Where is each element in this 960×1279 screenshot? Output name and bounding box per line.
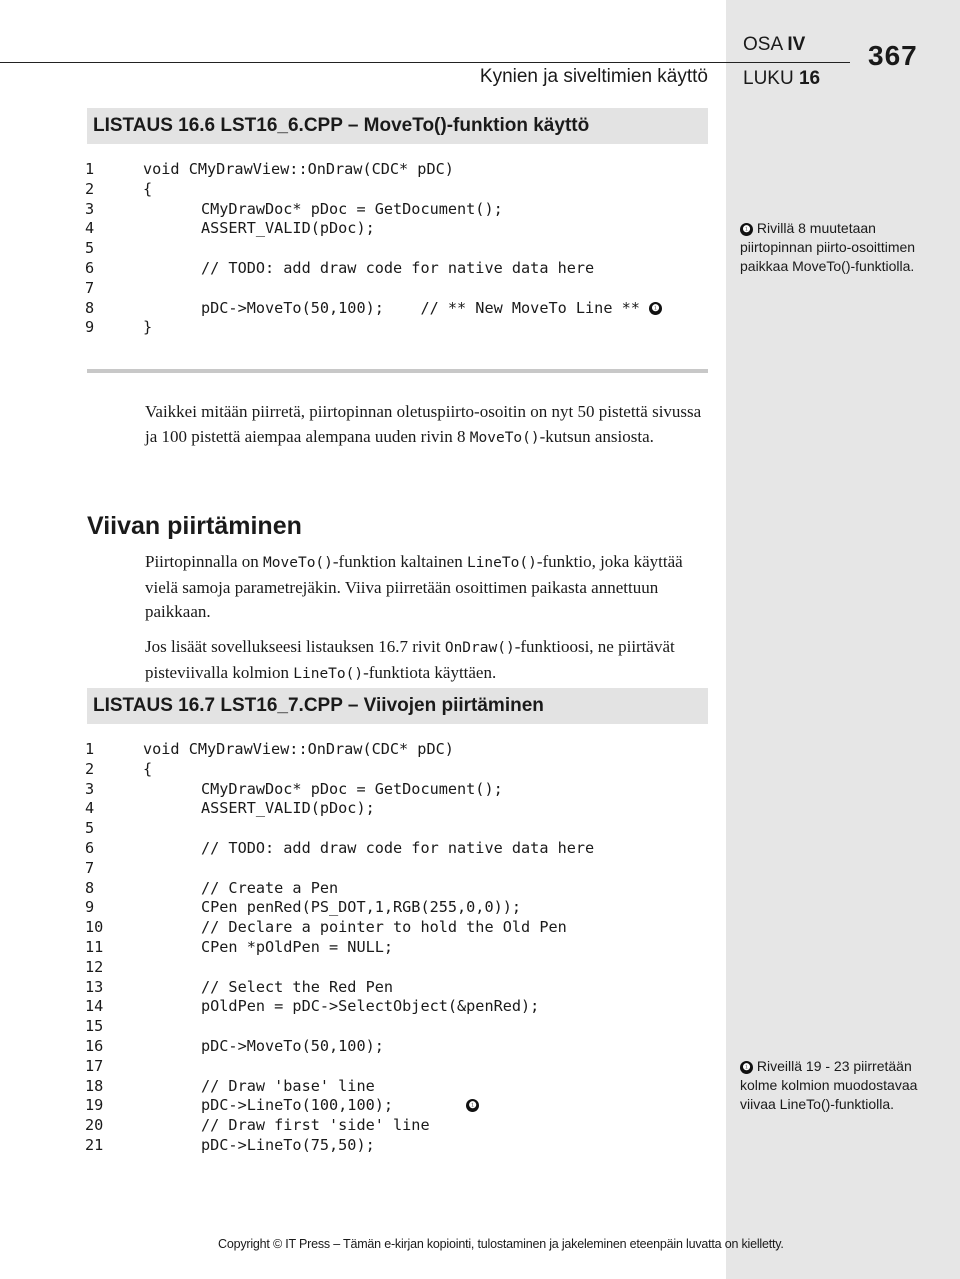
code-line <box>85 318 662 338</box>
code-line <box>85 918 594 938</box>
code-line <box>85 938 594 958</box>
copyright-footer: Copyright © IT Press – Tämän e-kirjan kopiointi, tulostaminen ja jakeleminen eteenpäin luvatta on kielletty. <box>218 1237 784 1251</box>
code-listing-2 <box>85 740 594 1156</box>
line-number: 17 <box>85 1056 104 1075</box>
line-number: 13 <box>85 977 104 996</box>
code-line <box>85 299 662 319</box>
code-line <box>85 1037 594 1057</box>
code-line <box>85 219 662 239</box>
code-text: ASSERT_VALID(pDoc); <box>201 219 375 238</box>
page-number: 367 <box>868 40 918 71</box>
line-number: 8 <box>85 878 95 897</box>
code-line <box>85 200 662 220</box>
code-text: pOldPen = pDC->SelectObject(&penRed); <box>201 997 540 1016</box>
inline-code: MoveTo() <box>263 555 333 571</box>
listing-title: LISTAUS 16.6 LST16_6.CPP – MoveTo()-funktion käyttö <box>87 108 708 144</box>
line-number: 1 <box>85 160 95 178</box>
line-number: 1 <box>85 740 95 758</box>
section-divider <box>87 369 708 373</box>
code-line <box>85 859 594 879</box>
line-number: 9 <box>85 898 95 917</box>
code-line <box>85 799 594 819</box>
code-line <box>85 1116 594 1136</box>
line-number: 3 <box>85 199 95 218</box>
code-line <box>85 780 594 800</box>
listing-title: LISTAUS 16.7 LST16_7.CPP – Viivojen piirtäminen <box>87 688 708 724</box>
code-text: // Draw first 'side' line <box>201 1116 430 1135</box>
code-line <box>85 760 594 780</box>
callout-marker: ❶ <box>466 1099 479 1112</box>
line-number: 2 <box>85 179 95 198</box>
line-number: 4 <box>85 799 95 818</box>
code-text: void CMyDrawView::OnDraw(CDC* pDC) <box>143 740 454 758</box>
line-number: 15 <box>85 1017 104 1036</box>
code-line <box>85 879 594 899</box>
line-number: 2 <box>85 759 95 778</box>
line-number: 16 <box>85 1036 104 1055</box>
code-text: pDC->LineTo(100,100); <box>201 1096 467 1115</box>
running-title: Kynien ja siveltimien käyttö <box>479 66 708 87</box>
line-number: 10 <box>85 918 104 937</box>
code-text: // Select the Red Pen <box>201 977 394 996</box>
line-number: 11 <box>85 937 104 956</box>
body-paragraph: Jos lisäät sovellukseesi listauksen 16.7 rivit OnDraw()-funktioosi, ne piirtävät pisteviivalla kolmion LineTo()-funktiota käyttäen. <box>145 637 675 682</box>
line-number: 21 <box>85 1135 104 1154</box>
code-line <box>85 1096 594 1116</box>
code-text: ASSERT_VALID(pDoc); <box>201 799 375 818</box>
margin-note-1: ❶ Rivillä 8 muutetaan piirtopinnan piirto-osoittimen paikkaa MoveTo()-funktiolla. <box>740 220 916 274</box>
line-number: 6 <box>85 838 95 857</box>
code-text: CPen *pOldPen = NULL; <box>201 937 394 956</box>
section-heading: Viivan piirtäminen <box>87 512 302 540</box>
code-text: void CMyDrawView::OnDraw(CDC* pDC) <box>143 160 454 178</box>
code-text: { <box>143 759 153 778</box>
code-line <box>85 740 594 760</box>
header-rule <box>0 62 850 63</box>
callout-marker: ❶ <box>740 223 753 236</box>
line-number: 20 <box>85 1116 104 1135</box>
inline-code: LineTo() <box>466 555 537 571</box>
inline-code: MoveTo() <box>469 429 540 446</box>
line-number: 12 <box>85 957 104 976</box>
code-line <box>85 958 594 978</box>
code-line <box>85 839 594 859</box>
line-number: 7 <box>85 858 95 877</box>
code-line <box>85 978 594 998</box>
code-text: // TODO: add draw code for native data here <box>201 838 595 857</box>
body-paragraph: Piirtopinnalla on MoveTo()-funktion kaltainen LineTo()-funktio, joka käyttää vielä samoja parametrejäkin. Viiva piirretään osoittimen paikasta annettuun paikkaan. <box>145 552 683 621</box>
code-text: CMyDrawDoc* pDoc = GetDocument(); <box>201 199 503 218</box>
line-number: 8 <box>85 298 95 317</box>
line-number: 5 <box>85 819 95 838</box>
code-line <box>85 1077 594 1097</box>
line-number: 3 <box>85 779 95 798</box>
line-number: 4 <box>85 219 95 238</box>
code-line <box>85 1057 594 1077</box>
code-text: pDC->LineTo(75,50); <box>201 1135 375 1154</box>
code-text: { <box>143 179 153 198</box>
line-number: 5 <box>85 239 95 258</box>
code-line <box>85 279 662 299</box>
code-listing-1 <box>85 160 662 338</box>
line-number: 14 <box>85 997 104 1016</box>
code-line <box>85 160 662 180</box>
code-text: pDC->MoveTo(50,100); // ** New MoveTo Line ** <box>201 298 650 317</box>
callout-marker: ❶ <box>740 1061 753 1074</box>
inline-code: OnDraw() <box>444 640 515 656</box>
code-text: } <box>143 318 153 337</box>
line-number: 7 <box>85 278 95 297</box>
body-paragraph: Vaikkei mitään piirretä, piirtopinnan oletuspiirto-osoitin on nyt 50 pistettä sivussa ja 100 pistettä aiempaa alempana uuden rivin 8 MoveTo()-kutsun ansiosta. <box>145 402 702 446</box>
code-line <box>85 239 662 259</box>
code-text: // Draw 'base' line <box>201 1076 375 1095</box>
callout-marker: ❶ <box>649 302 662 315</box>
margin-note-2: ❶ Riveillä 19 - 23 piirretään kolme kolmion muodostavaa viivaa LineTo()-funktiolla. <box>740 1058 918 1112</box>
code-line <box>85 898 594 918</box>
code-line <box>85 997 594 1017</box>
line-number: 9 <box>85 318 95 337</box>
code-line <box>85 180 662 200</box>
code-line <box>85 819 594 839</box>
chapter-label: LUKU 16 <box>743 68 821 89</box>
code-line <box>85 1136 594 1156</box>
code-text: pDC->MoveTo(50,100); <box>201 1036 384 1055</box>
code-text: CMyDrawDoc* pDoc = GetDocument(); <box>201 779 503 798</box>
code-line <box>85 1017 594 1037</box>
part-label: OSA IV <box>743 34 806 55</box>
code-text: CPen penRed(PS_DOT,1,RGB(255,0,0)); <box>201 898 522 917</box>
line-number: 18 <box>85 1076 104 1095</box>
line-number: 6 <box>85 258 95 277</box>
code-text: // TODO: add draw code for native data here <box>201 258 595 277</box>
code-text: // Declare a pointer to hold the Old Pen <box>201 918 567 937</box>
line-number: 19 <box>85 1096 104 1115</box>
inline-code: LineTo() <box>293 665 364 682</box>
code-line <box>85 259 662 279</box>
code-text: // Create a Pen <box>201 878 339 897</box>
